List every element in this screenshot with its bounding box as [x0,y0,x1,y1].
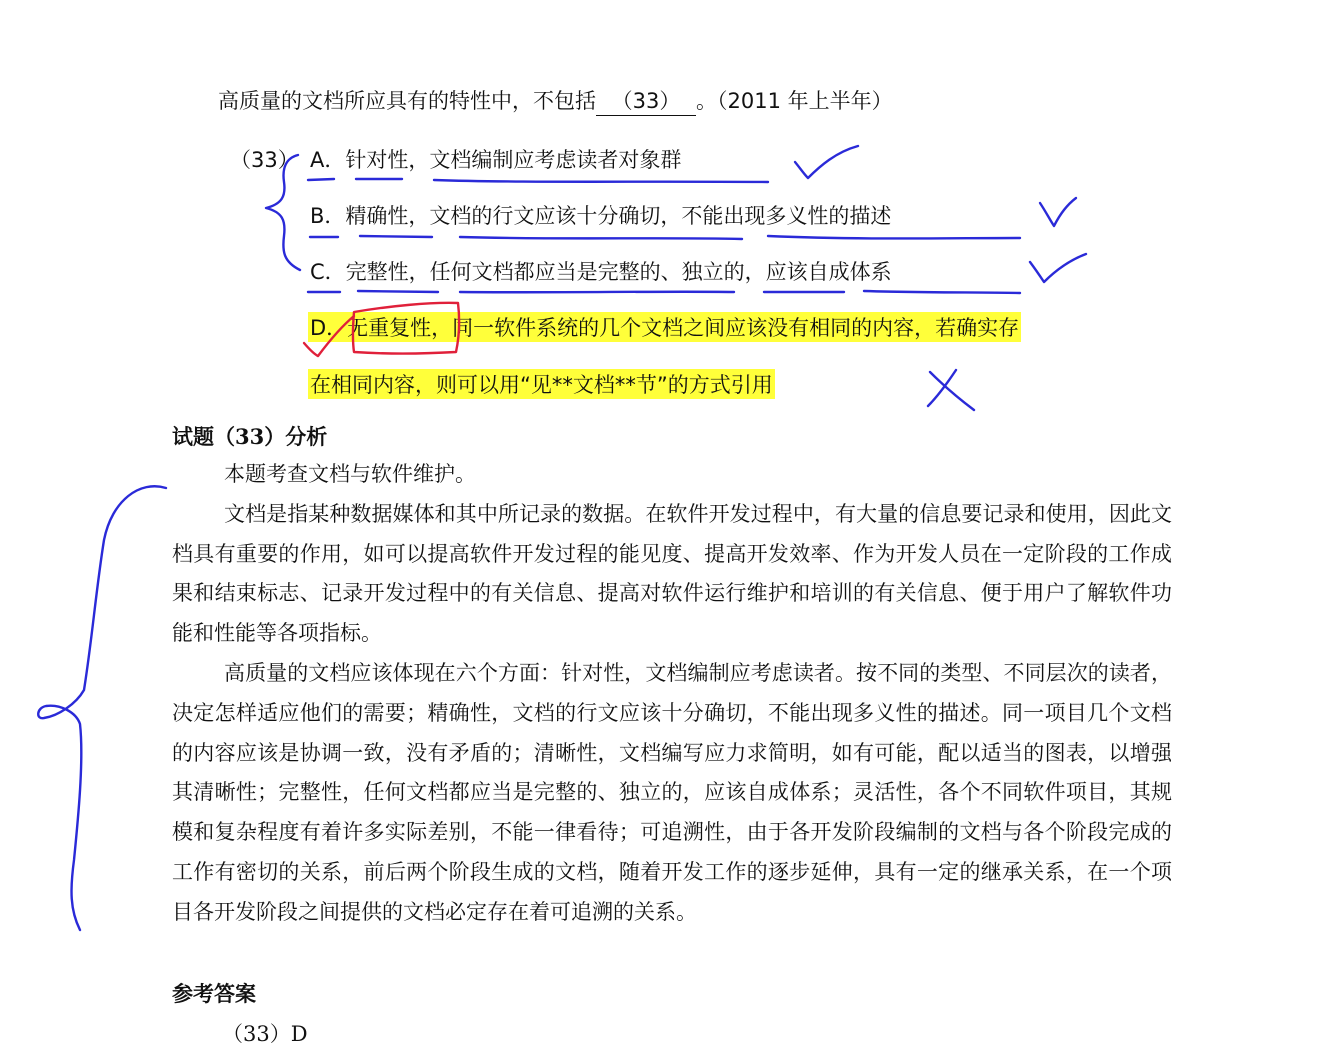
option-a-text: 针对性，文档编制应考虑读者对象群 [345,148,682,172]
option-d-line1 [308,312,1021,342]
option-b-letter: B． [310,204,346,228]
analysis-paragraph-2: 文档是指某种数据媒体和其中所记录的数据。在软件开发过程中，有大量的信息要记录和使用，因此文档具有重要的作用，如可以提高软件开发过程的能见度、提高开发效率、作为开发人员在一定阶段的工作成果和结束标志、记录开发过程中的有关信息、提高对软件运行维护和培训的有关信息、便于用户了解软件功能和性能等各项指标。 [172,501,1172,646]
stem-after: 。（2011 年上半年） [696,89,893,113]
option-a [310,144,681,174]
underline-a1 [308,179,334,180]
stem-before: 高质量的文档所应具有的特性中，不包括 [218,89,596,113]
cross-mark-d-2 [928,370,956,406]
underline-c2 [358,291,438,292]
cross-mark-d [930,372,974,410]
answer-blank: （33） [596,85,696,116]
option-b-text: 精确性，文档的行文应该十分确切，不能出现多义性的描述 [345,204,892,228]
underline-c5 [864,291,1020,293]
analysis-body [172,455,1172,933]
question-stem [218,85,893,116]
option-c-letter: C． [310,260,346,284]
underline-c3 [460,292,734,293]
check-mark-c [1030,254,1086,282]
check-mark-b [1040,198,1076,226]
option-d-letter: D． [310,316,348,340]
option-a-letter: A． [310,148,346,172]
question-number: （33） [230,148,299,172]
underline-a3 [434,180,768,182]
analysis-paragraph-3: 高质量的文档应该体现在六个方面：针对性，文档编制应考虑读者。按不同的类型、不同层次的读者，决定怎样适应他们的需要；精确性，文档的行文应该十分确切，不能出现多义性的描述。同一项目几个文档的内容应该是协调一致，没有矛盾的；清晰性，文档编写应力求简明，如有可能，配以适当的图表，以增强其清晰性；完整性，任何文档都应当是完整的、独立的，应该自成体系；灵活性，各个不同软件项目，其规模和复杂程度有着许多实际差别，不能一律看待；可追溯性，由于各开发阶段编制的文档与各个阶段完成的工作有密切的关系，前后两个阶段生成的文档，随着开发工作的逐步延伸，具有一定的继承关系，在一个项目各开发阶段之间提供的文档必定存在着可追溯的关系。 [172,660,1172,924]
option-d-text-line1: 无重复性，同一软件系统的几个文档之间应该没有相同的内容，若确实存 [347,316,1020,340]
underline-b3 [460,237,742,239]
option-c [310,256,892,286]
option-b [310,200,891,230]
answer-heading: 参考答案 [172,981,256,1006]
underline-b4 [768,236,1020,239]
analysis-heading: 试题（33）分析 [172,424,328,449]
option-c-text: 完整性，任何文档都应当是完整的、独立的，应该自成体系 [345,260,892,284]
check-mark-a [795,146,858,178]
option-d-line2: 在相同内容，则可以用“见**文档**节”的方式引用 [308,369,775,399]
analysis-paragraph-1: 本题考查文档与软件维护。 [224,462,476,486]
underline-b2 [360,236,432,237]
answer-text: （33）D [222,1022,308,1046]
analysis-brace-mark [38,486,166,930]
